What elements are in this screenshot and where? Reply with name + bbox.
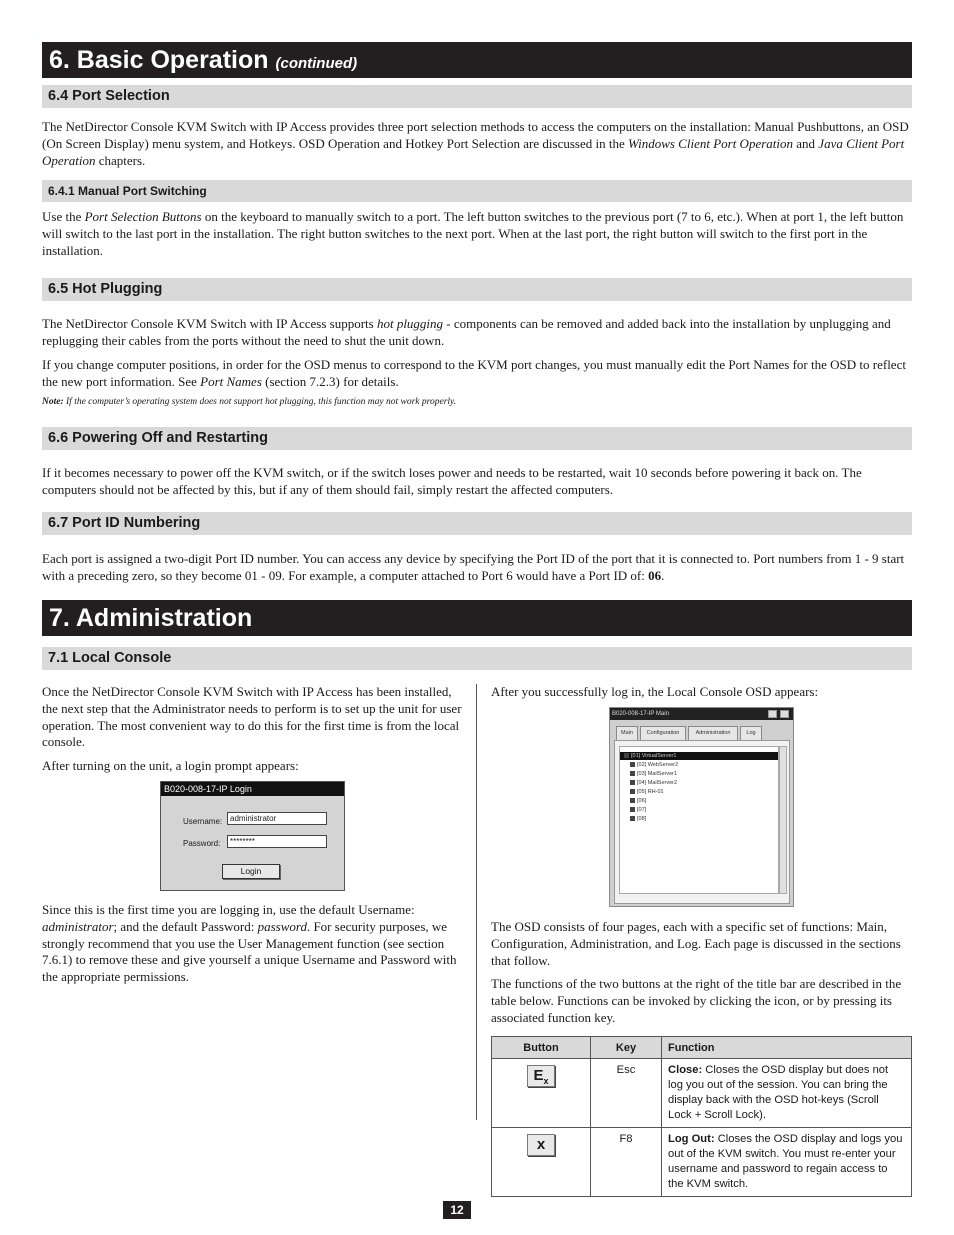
port-icon bbox=[630, 807, 635, 812]
login-button[interactable]: Login bbox=[222, 864, 280, 879]
port-list-item[interactable] bbox=[630, 761, 678, 769]
port-list bbox=[619, 746, 779, 894]
function-cell bbox=[662, 1128, 912, 1197]
port-name: [01] VirtualServer1 bbox=[631, 753, 677, 759]
port-icon bbox=[630, 762, 635, 767]
section-7-1-left-paragraph-1: Once the NetDirector Console KVM Switch with IP Access has been installed, the next step that the Administrator needs to perform is to set up the unit for user operation. The most convenient way to do this for the first time is from the local console. bbox=[42, 684, 462, 750]
port-list-item[interactable] bbox=[620, 752, 778, 760]
section-7-1-right-paragraph-3: The functions of the two buttons at the right of the title bar are described in the table below. Functions can be invoked by clicking the icon, or by pressing its associated function key. bbox=[491, 976, 902, 1025]
table-header-row bbox=[492, 1037, 912, 1059]
tab-configuration[interactable]: Configuration bbox=[640, 726, 686, 740]
port-name: [04] MailServer2 bbox=[637, 780, 678, 786]
button-cell bbox=[492, 1059, 591, 1128]
port-name: [08] bbox=[637, 816, 647, 822]
tab-main[interactable]: Main bbox=[616, 726, 638, 740]
port-icon bbox=[630, 771, 635, 776]
emphasis: Port Names bbox=[200, 373, 262, 389]
section-6-7-heading: 6.7 Port ID Numbering bbox=[42, 512, 912, 535]
port-icon bbox=[630, 816, 635, 821]
emphasis: Windows Client Port Operation bbox=[627, 135, 794, 151]
text: - components can be removed and added back into the installation by unplugging and replugging their cables from the ports without the need to shut the unit down. bbox=[42, 316, 891, 348]
chapter-7-title: 7. Administration bbox=[49, 604, 253, 632]
key-cell: Esc bbox=[591, 1059, 662, 1128]
login-title-bar: B020-008-17-IP Login bbox=[161, 782, 344, 796]
section-7-1-left-paragraph-2: After turning on the unit, a login prompt appears: bbox=[42, 758, 299, 773]
text: If you change computer positions, in order for the OSD menus to correspond to the KVM port changes, you must manually edit the Port Names for the OSD to reflect the new port information. See bbox=[42, 357, 906, 389]
column-header-key: Key bbox=[591, 1037, 662, 1059]
logout-icon bbox=[527, 1134, 555, 1156]
port-list-item[interactable] bbox=[630, 770, 677, 778]
section-7-1-right-paragraph-2: The OSD consists of four pages, each with a specific set of functions: Main, Configuration, Administration, and Log. Each page is discussed in the sections that follow. bbox=[491, 919, 901, 968]
osd-scrollbar[interactable] bbox=[779, 746, 787, 894]
chapter-6-continued: (continued) bbox=[275, 55, 358, 72]
default-password: password bbox=[257, 918, 307, 934]
port-icon bbox=[630, 798, 635, 803]
port-icon bbox=[624, 753, 629, 758]
table-row bbox=[492, 1059, 912, 1128]
login-window-screenshot bbox=[160, 781, 345, 891]
page-number: 12 bbox=[443, 1201, 471, 1219]
password-label: Password: bbox=[183, 839, 221, 848]
text: and bbox=[793, 135, 819, 151]
port-list-item[interactable] bbox=[630, 806, 646, 814]
section-6-5-paragraph-1 bbox=[42, 316, 912, 350]
port-name: [02] WebServer2 bbox=[637, 762, 679, 768]
port-list-item[interactable] bbox=[630, 815, 646, 823]
function-cell bbox=[662, 1059, 912, 1128]
section-7-1-right-paragraph-1: After you successfully log in, the Local Console OSD appears: bbox=[491, 684, 819, 699]
exit-osd-icon[interactable] bbox=[768, 710, 777, 718]
port-icon bbox=[630, 789, 635, 794]
chapter-6-title: 6. Basic Operation bbox=[49, 46, 269, 74]
note-text: If the computer’s operating system does not support hot plugging, this function may not work properly. bbox=[63, 397, 457, 407]
text: . For security purposes, we strongly recommend that you use the User Management function (see section 7.6.1) to remove these and give yourself a unique Username and Password with the appropriate permissions. bbox=[42, 918, 457, 985]
text: ; and the default Password: bbox=[113, 918, 258, 934]
section-6-5-note bbox=[42, 397, 456, 407]
port-list-item[interactable] bbox=[630, 788, 664, 796]
exit-osd-icon bbox=[527, 1065, 555, 1087]
port-name: [05] RH-01 bbox=[637, 789, 664, 795]
column-divider bbox=[476, 684, 477, 1120]
section-6-5-paragraph-2 bbox=[42, 357, 912, 391]
section-6-4-heading: 6.4 Port Selection bbox=[42, 85, 912, 108]
port-name: [06] bbox=[637, 798, 647, 804]
icon-glyph-sub: x bbox=[543, 1076, 549, 1086]
port-list-item[interactable] bbox=[630, 779, 677, 787]
text: Since this is the first time you are logging in, use the default Username: bbox=[42, 902, 415, 917]
osd-main-panel bbox=[614, 740, 790, 904]
chapter-7-header bbox=[42, 600, 912, 636]
username-field[interactable]: administrator bbox=[227, 812, 327, 825]
chapter-6-header bbox=[42, 42, 912, 78]
section-7-1-heading: 7.1 Local Console bbox=[42, 647, 912, 670]
port-list-item[interactable] bbox=[630, 797, 646, 805]
section-6-7-paragraph bbox=[42, 551, 912, 585]
function-name: Log Out: bbox=[668, 1133, 715, 1145]
tab-log[interactable]: Log bbox=[740, 726, 762, 740]
icon-glyph: x bbox=[536, 1136, 546, 1153]
text: Each port is assigned a two-digit Port ID number. You can access any device by specifying the Port ID of the port that it is connected to. Port numbers from 1 - 9 start with a preceding zero, so they become 01 - 09. For example, a computer attached to Port 6 would have a Port ID of: bbox=[42, 551, 905, 583]
port-icon bbox=[630, 780, 635, 785]
note-label: Note: bbox=[42, 397, 64, 407]
text: chapters. bbox=[95, 152, 146, 168]
button-cell bbox=[492, 1128, 591, 1197]
text: The NetDirector Console KVM Switch with IP Access provides three port selection methods to access the computers on the installation: Manual Pushbuttons, an OSD (On Screen Display) menu system, and Hotkeys. OSD Operation and Hotkey Port Selection are discussed in the bbox=[42, 119, 909, 151]
logout-icon[interactable] bbox=[780, 710, 789, 718]
text: . bbox=[661, 567, 665, 583]
function-description: Closes the OSD display but does not log you out of the session. You can bring the display back with the OSD hot-keys (Scroll Lock + Scroll Lock). bbox=[668, 1064, 889, 1121]
section-6-6-heading: 6.6 Powering Off and Restarting bbox=[42, 427, 912, 450]
text: on the keyboard to manually switch to a port. The left button switches to the previous port (7 to 6, etc.). When at port 1, the left button will switch to the last port in the installation. The right button switches to the next port. When at the last port, the right button will switch to the first port in the installation. bbox=[42, 209, 904, 258]
osd-window-screenshot bbox=[609, 707, 794, 907]
column-header-function: Function bbox=[662, 1037, 912, 1059]
section-6-5-heading: 6.5 Hot Plugging bbox=[42, 278, 912, 301]
section-7-1-left-paragraph-3 bbox=[42, 902, 462, 986]
text: Use the bbox=[42, 209, 85, 224]
emphasis: Port Selection Buttons bbox=[84, 209, 202, 224]
section-6-4-1-heading: 6.4.1 Manual Port Switching bbox=[42, 180, 912, 202]
emphasis: Java Client Port Operation bbox=[42, 135, 905, 168]
section-6-4-1-paragraph bbox=[42, 209, 912, 259]
table-row bbox=[492, 1128, 912, 1197]
icon-glyph: E bbox=[533, 1067, 544, 1084]
section-6-4-paragraph bbox=[42, 119, 912, 169]
key-cell: F8 bbox=[591, 1128, 662, 1197]
text: The NetDirector Console KVM Switch with IP Access supports bbox=[42, 316, 377, 331]
function-description: Closes the OSD display and logs you out of the KVM switch. You must re-enter your username and password to regain access to the KVM switch. bbox=[668, 1133, 903, 1190]
password-field[interactable]: ******** bbox=[227, 835, 327, 848]
emphasis: hot plugging bbox=[376, 316, 444, 331]
port-id-example: 06 bbox=[648, 567, 662, 583]
tab-administration[interactable]: Administration bbox=[688, 726, 738, 740]
port-name: [07] bbox=[637, 807, 647, 813]
port-name: [03] MailServer1 bbox=[637, 771, 678, 777]
column-header-button: Button bbox=[492, 1037, 591, 1059]
default-username: administrator bbox=[42, 918, 114, 934]
section-6-6-paragraph: If it becomes necessary to power off the KVM switch, or if the switch loses power and needs to be restarted, wait 10 seconds before powering it back on. The computers should not be affected by this, but if any of them should fail, simply restart the affected computers. bbox=[42, 465, 862, 497]
osd-title-bar: B020-008-17-IP Main bbox=[610, 708, 793, 720]
text: (section 7.2.3) for details. bbox=[261, 373, 399, 389]
osd-button-table bbox=[491, 1036, 912, 1197]
function-name: Close: bbox=[668, 1064, 703, 1076]
username-label: Username: bbox=[183, 817, 223, 826]
